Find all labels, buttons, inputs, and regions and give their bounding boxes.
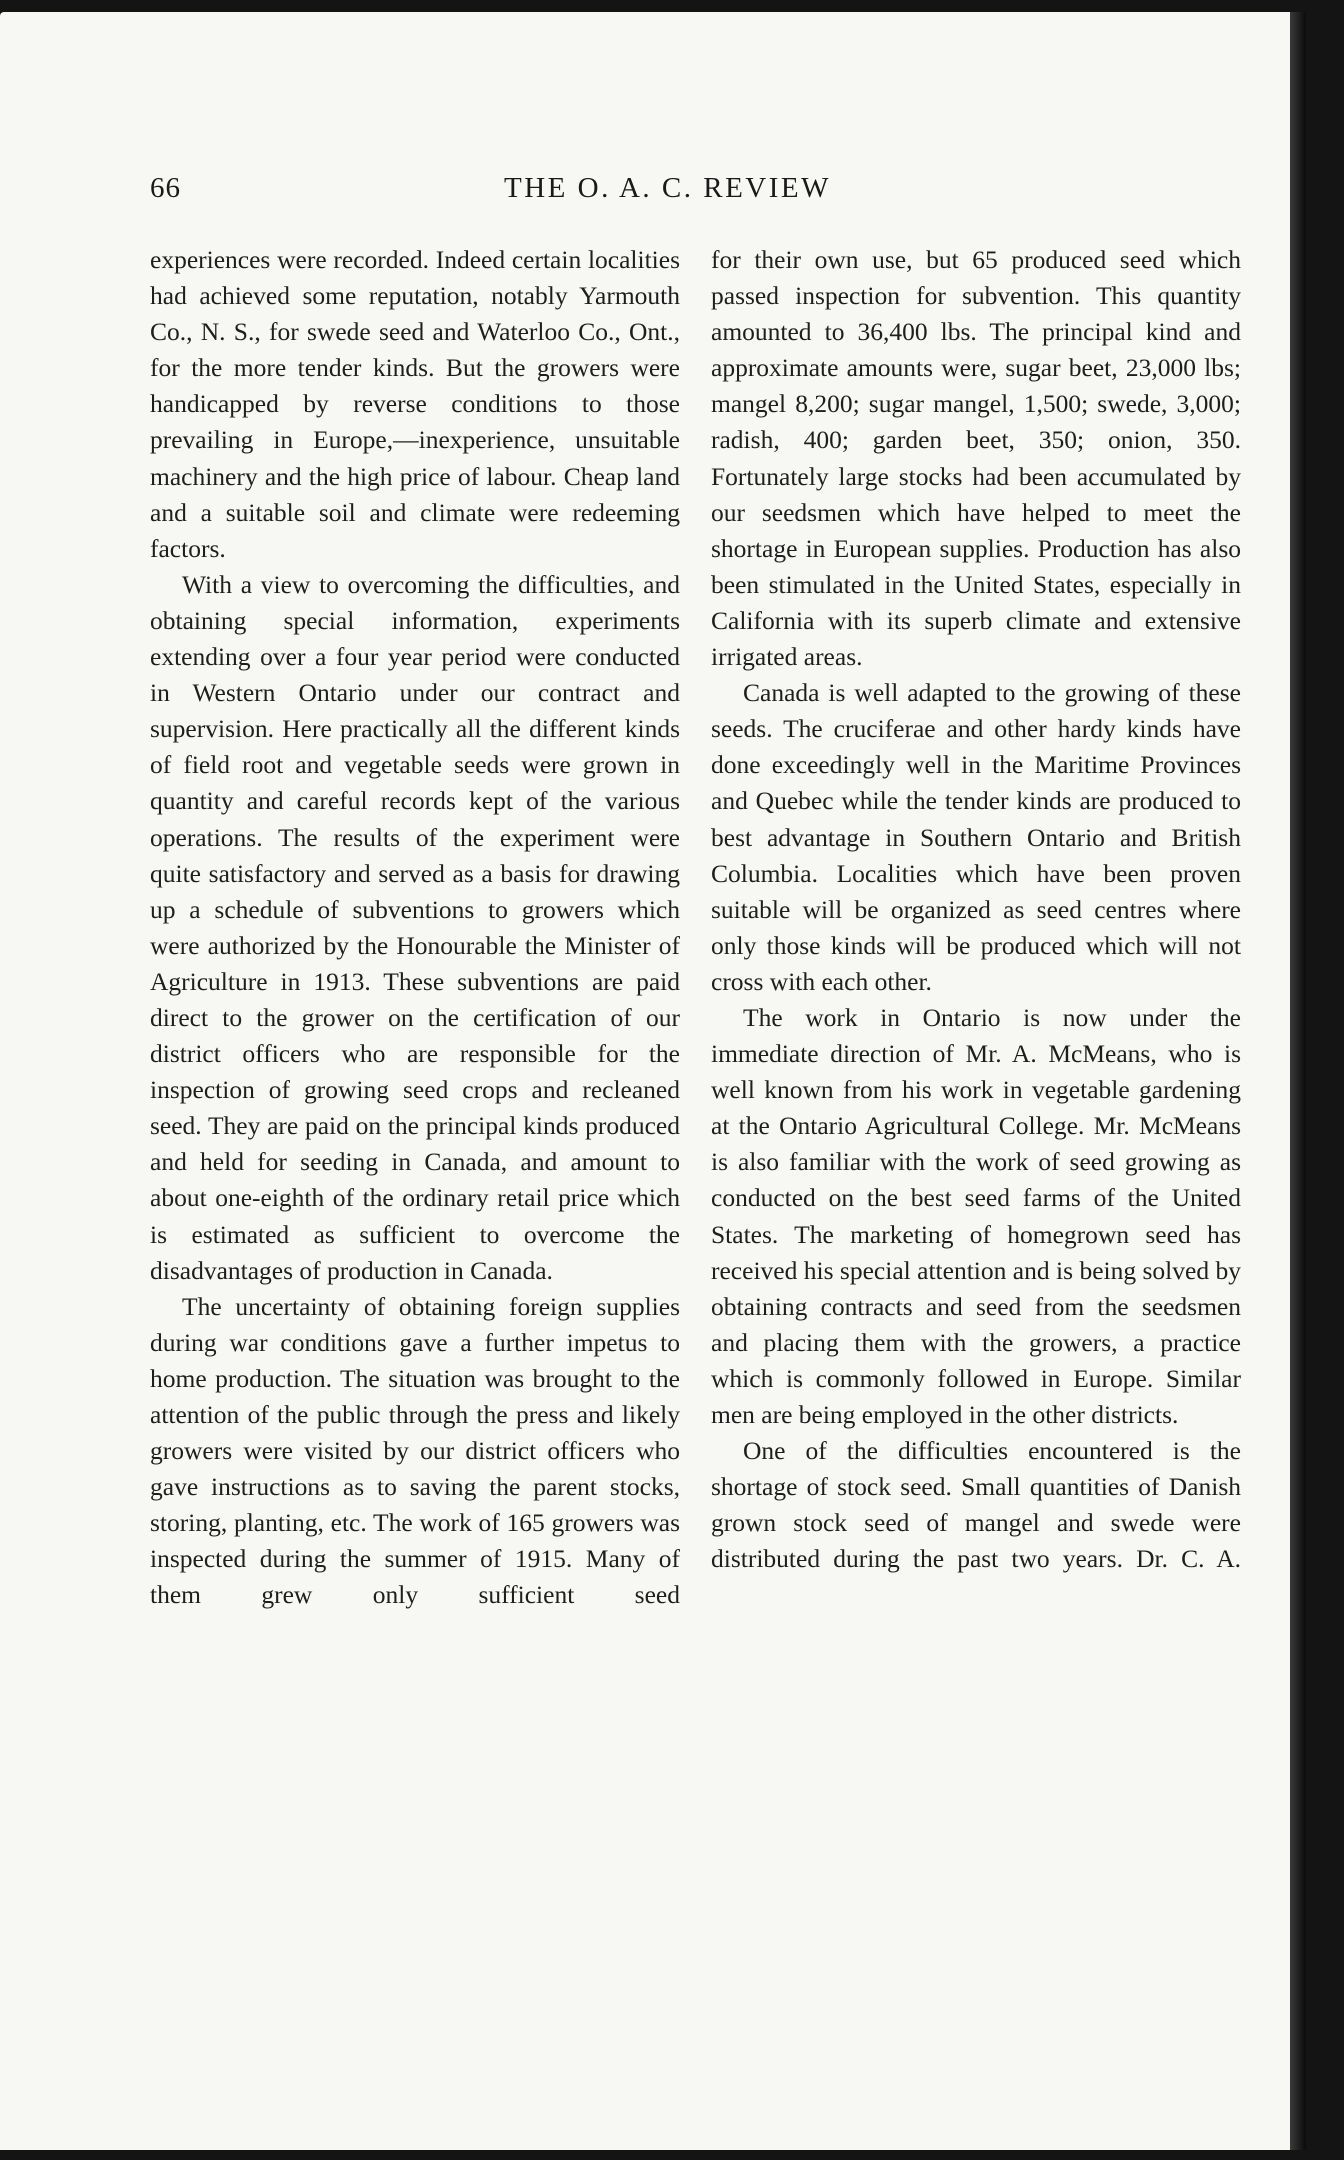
paragraph: The work in Ontario is now under the immediate direction of Mr. A. McMeans, who is well known from his work in vegetable gardening at the Ontario Agricultural College. Mr. McMeans is also familiar with the work of seed growing as conducted on the best seed farms of the United States. The marketing of homegrown seed has received his special attention and is being solved by obtaining contracts and seed from the seedsmen and placing them with the growers, a practice which is commonly followed in Europe. Similar men are being employed in the other districts. [711,1002,1241,1429]
running-head [150,172,1240,212]
left-column [150,242,680,1614]
right-column [711,242,1241,1577]
paragraph: experiences were recorded. Indeed certain localities had achieved some reputation, notably Yarmouth Co., N. S., for swede seed and Waterloo Co., Ont., for the more tender kinds. But the growers were handicapped by reverse conditions to those prevailing in Europe,—inexperience, unsuitable machinery and the high price of labour. Cheap land and a suitable soil and climate were redeeming factors. [150,245,680,563]
page-edge-shadow [1290,12,1306,2150]
paragraph: One of the difficulties encountered is the shortage of stock seed. Small quantities of Danish grown stock seed of mangel and swede were distributed during the past two years. Dr. C. A. [711,1436,1241,1574]
paragraph: The uncertainty of obtaining foreign supplies during war conditions gave a further impetus to home production. The situation was brought to the attention of the public through the press and likely growers were visited by our district officers who gave instructions as to saving the parent stocks, storing, planting, etc. The work of 165 growers was inspected during the summer of 1915. Many of them grew only sufficient seed [150,1291,680,1610]
page-number: 66 [150,172,181,204]
paragraph: With a view to overcoming the difficulties, and obtaining special information, experiments extending over a four year period were conducted in Western Ontario under our contract and supervision. Here practically all the different kinds of field root and vegetable seeds were grown in quantity and careful records kept of the various operations. The results of the experiment were quite satisfactory and served as a basis for drawing up a schedule of subventions to growers which were authorized by the Honourable the Minister of Agriculture in 1913. These subventions are paid direct to the grower on the certification of our district officers who are responsible for the inspection of growing seed crops and recleaned seed. They are paid on the principal kinds produced and held for seeding in Canada, and amount to about one-eighth of the ordinary retail price which is estimated as sufficient to overcome the disadvantages of production in Canada. [150,569,680,1285]
paragraph: Canada is well adapted to the growing of these seeds. The cruciferae and other hardy kinds have done exceedingly well in the Maritime Provinces and Quebec while the tender kinds are produced to best advantage in Southern Ontario and British Columbia. Localities which have been proven suitable will be organized as seed centres where only those kinds will be produced which will not cross with each other. [711,678,1241,996]
journal-title: THE O. A. C. REVIEW [504,172,831,204]
paragraph: for their own use, but 65 produced seed which passed inspection for subvention. This quantity amounted to 36,400 lbs. The principal kind and approximate amounts were, sugar beet, 23,000 lbs; mangel 8,200; sugar mangel, 1,500; swede, 3,000; radish, 400; garden beet, 350; onion, 350. Fortunately large stocks had been accumulated by our seedsmen which have helped to meet the shortage in European supplies. Production has also been stimulated in the United States, especially in California with its superb climate and extensive irrigated areas. [711,245,1241,672]
